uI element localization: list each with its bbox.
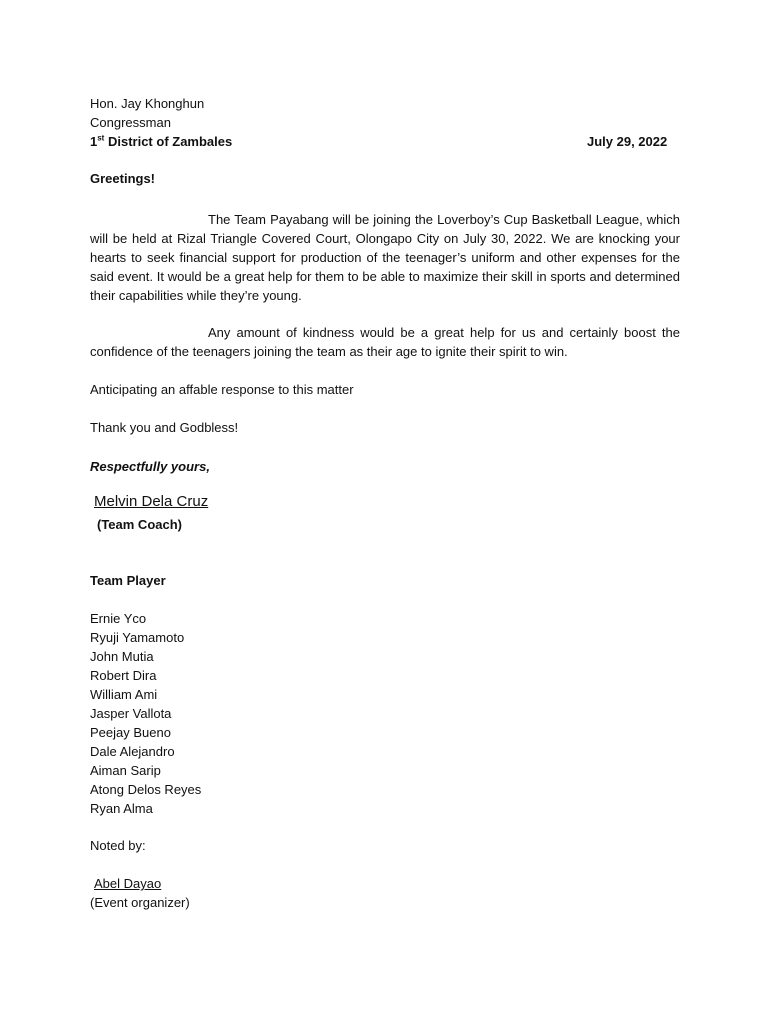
paragraph-1: [90, 210, 680, 305]
organizer-name: Abel Dayao: [94, 876, 162, 891]
list-item: Jasper Vallota: [90, 706, 172, 721]
recipient-district: [90, 132, 232, 151]
signatory-name: Melvin Dela Cruz: [94, 493, 209, 510]
closing-line: Respectfully yours,: [90, 459, 210, 474]
district-suffix: st: [97, 133, 105, 143]
list-item: Atong Delos Reyes: [90, 782, 202, 797]
letter-date: July 29, 2022: [587, 134, 668, 149]
list-item: Aiman Sarip: [90, 763, 161, 778]
anticipating-line: Anticipating an affable response to this matter: [90, 382, 354, 397]
greeting: Greetings!: [90, 171, 156, 186]
list-item: William Ami: [90, 687, 158, 702]
team-heading: Team Player: [90, 573, 166, 588]
noted-by: Noted by:: [90, 838, 146, 853]
paragraph-1-text: The Team Payabang will be joining the Loverboy’s Cup Basketball League, which will be held at Rizal Triangle Covered Court, Olongapo City on July 30, 2022. We are knocking your hearts to seek financial support for production of the teenager’s uniform and other expenses for the said event. It would be a great help for them to be able to maximize their skill in sports and determined their capabilities while they’re young.: [90, 212, 680, 303]
list-item: Ryan Alma: [90, 801, 153, 816]
list-item: Peejay Bueno: [90, 725, 171, 740]
thanks-line: Thank you and Godbless!: [90, 420, 239, 435]
list-item: John Mutia: [90, 649, 154, 664]
list-item: Robert Dira: [90, 668, 157, 683]
district-ordinal: 1: [90, 134, 98, 149]
list-item: Ernie Yco: [90, 611, 147, 626]
recipient-name: Hon. Jay Khonghun: [90, 96, 205, 111]
paragraph-2: [90, 323, 680, 361]
recipient-title: Congressman: [90, 115, 171, 130]
paragraph-2-text: Any amount of kindness would be a great help for us and certainly boost the confidence of the teenagers joining the team as their age to ignite their spirit to win.: [90, 325, 680, 359]
player-list: [90, 609, 201, 818]
organizer-role: (Event organizer): [90, 895, 190, 910]
signatory-role: (Team Coach): [97, 517, 182, 532]
list-item: Dale Alejandro: [90, 744, 175, 759]
list-item: Ryuji Yamamoto: [90, 630, 185, 645]
district-rest: District of Zambales: [104, 134, 233, 149]
